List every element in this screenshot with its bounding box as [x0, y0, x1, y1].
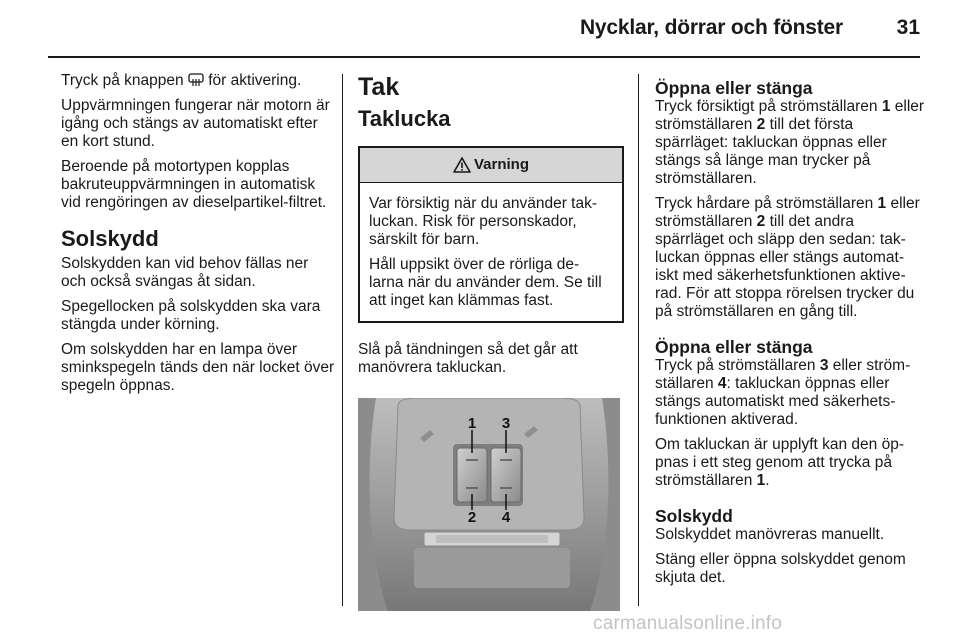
warning-title: Varning — [473, 156, 529, 173]
warning-box — [358, 146, 624, 323]
switch-ref: 2 — [756, 116, 766, 133]
column-divider — [638, 74, 639, 606]
paragraph: Var försiktig när du använder tak-luckan. Risk för personskador, särskilt för barn. — [369, 195, 598, 248]
paragraph: Beroende på motortypen kopplas bakruteuppvärmningen in automatisk vid rengöringen av dieselpartikel-filtret. — [61, 158, 327, 211]
warning-icon — [453, 157, 471, 173]
section-heading: Öppna eller stänga — [655, 337, 813, 357]
page-title: Nycklar, dörrar och fönster — [579, 16, 843, 39]
section-heading: Taklucka — [358, 106, 451, 131]
paragraph: Om solskydden har en lampa över sminkspegeln tänds den när locket över spegeln öppnas. — [61, 341, 335, 394]
paragraph: Stäng eller öppna solskyddet genom skjuta det. — [655, 551, 906, 586]
figure-label: 2 — [467, 509, 477, 526]
paragraph — [655, 436, 925, 490]
paragraph — [655, 357, 925, 429]
text: Tryck hårdare på strömställaren — [655, 195, 878, 212]
text: . — [765, 472, 770, 489]
switch-ref: 2 — [756, 213, 766, 230]
paragraph: Spegellocken på solskydden ska vara stängda under körning. — [61, 298, 321, 333]
switch-ref: 4 — [717, 375, 727, 392]
paragraph: Uppvärmningen fungerar när motorn är igång och stängs av automatiskt efter en kort stund. — [61, 97, 330, 150]
text: Tryck på strömställaren — [655, 357, 820, 374]
figure-label: 1 — [467, 415, 477, 432]
paragraph: Solskyddet manövreras manuellt. — [655, 526, 885, 543]
section-heading: Solskydd — [61, 226, 159, 251]
switch-ref: 3 — [819, 357, 829, 374]
chapter-heading: Tak — [358, 73, 400, 101]
text: eller ström-ställaren — [655, 357, 911, 392]
paragraph — [655, 195, 925, 321]
section-heading: Öppna eller stänga — [655, 78, 813, 98]
text: till det andra spärrläget och släpp den sedan: tak-luckan öppnas eller stängs automat-iskt med säkerhetsfunktionen aktive-rad. För att stoppa rörelsen trycker du på strömställaren en gång till. — [655, 213, 915, 320]
sunroof-switch-1-2 — [457, 448, 487, 502]
switch-ref: 1 — [877, 195, 887, 212]
text: till det första spärrläget: takluckan öppnas eller stängs så länge man trycker på strömställaren. — [655, 116, 887, 187]
text: Om takluckan är upplyft kan den öp-pnas i ett steg genom att trycka på strömställaren — [655, 436, 904, 489]
sunroof-switch-illustration — [358, 398, 620, 611]
paragraph: Solskydden kan vid behov fällas ner och också svängas åt sidan. — [61, 255, 309, 290]
switch-ref: 1 — [881, 98, 891, 115]
text: : takluckan öppnas eller stängs automatiskt med säkerhets-funktionen aktiverad. — [655, 375, 896, 428]
page-header — [0, 0, 960, 62]
page-number: 31 — [896, 16, 920, 39]
column-right — [655, 72, 925, 594]
text: eller strömställaren — [655, 98, 925, 133]
paragraph — [61, 72, 336, 90]
column-divider — [342, 74, 343, 606]
text: för aktivering. — [203, 72, 302, 89]
column-middle — [358, 72, 623, 616]
warning-body — [360, 183, 622, 321]
text: Tryck försiktigt på strömställaren — [655, 98, 882, 115]
section-heading: Solskydd — [655, 506, 733, 526]
watermark: carmanualsonline.info — [593, 613, 783, 634]
switch-ref: 1 — [756, 472, 766, 489]
text: eller strömställaren — [655, 195, 920, 230]
rear-window-heater-icon — [188, 73, 204, 87]
figure-label: 3 — [501, 415, 511, 432]
paragraph: Håll uppsikt över de rörliga de-larna när du använder dem. Se till att inget kan klämmas fast. — [369, 256, 602, 309]
text: Tryck på knappen — [61, 72, 188, 89]
header-rule — [48, 56, 920, 58]
warning-header — [360, 148, 622, 183]
column-left — [61, 72, 336, 402]
figure-label: 4 — [501, 509, 511, 526]
paragraph: Slå på tändningen så det går att manövrera takluckan. — [358, 341, 578, 376]
sunroof-switch-3-4 — [491, 448, 521, 502]
paragraph — [655, 98, 925, 188]
